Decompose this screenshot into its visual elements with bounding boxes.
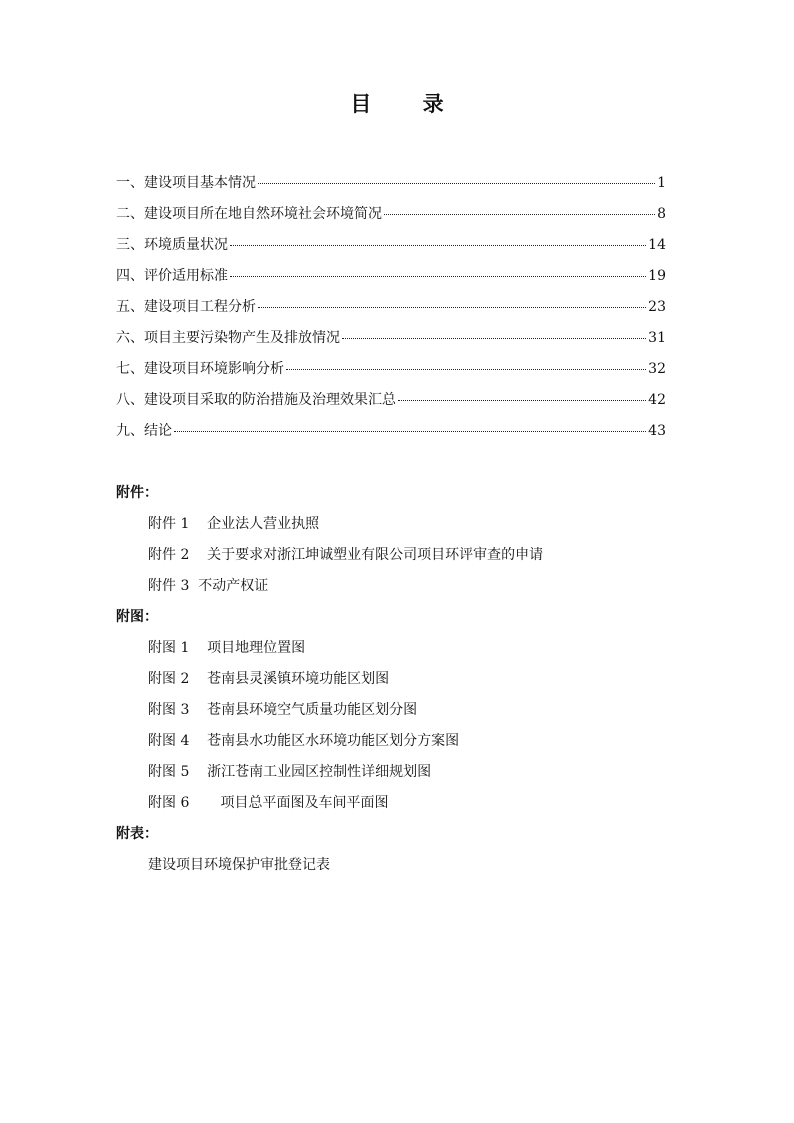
- toc-entry-label: 七、建设项目环境影响分析: [116, 361, 284, 377]
- toc-dot-leader: [230, 276, 646, 277]
- toc-entry-label: 一、建设项目基本情况: [116, 175, 256, 191]
- toc-entry-page: 1: [657, 175, 666, 191]
- toc-entry[interactable]: [116, 327, 666, 358]
- toc-dot-leader: [174, 431, 646, 432]
- toc-entry-page: 43: [648, 423, 666, 439]
- figure-item: 附图 5 浙江苍南工业园区控制性详细规划图: [148, 764, 432, 780]
- toc-entry-label: 九、结论: [116, 423, 172, 439]
- toc-entry[interactable]: [116, 203, 666, 234]
- toc-entry[interactable]: [116, 358, 666, 389]
- toc-dot-leader: [286, 369, 646, 370]
- attachment-item: 附件 1 企业法人营业执照: [148, 516, 320, 532]
- toc-entry-label: 五、建设项目工程分析: [116, 299, 256, 315]
- figures-heading: 附图：: [116, 609, 158, 625]
- toc-entry-page: 8: [657, 206, 666, 222]
- table-item: 建设项目环境保护审批登记表: [148, 857, 330, 873]
- toc-entry-page: 32: [648, 361, 666, 377]
- page-title: 目 录: [350, 92, 466, 116]
- toc-entry-page: 42: [648, 392, 666, 408]
- toc-dot-leader: [258, 307, 646, 308]
- figure-item: 附图 1 项目地理位置图: [148, 640, 306, 656]
- tables-heading: 附表：: [116, 826, 158, 842]
- toc-dot-leader: [384, 214, 655, 215]
- toc-entry-label: 四、评价适用标准: [116, 268, 228, 284]
- toc-entry-label: 二、建设项目所在地自然环境社会环境简况: [116, 206, 382, 222]
- figure-item: 附图 6 项目总平面图及车间平面图: [148, 795, 389, 811]
- toc-entry-page: 23: [648, 299, 666, 315]
- toc-dot-leader: [230, 245, 646, 246]
- toc-entry[interactable]: [116, 389, 666, 420]
- toc-entry-page: 14: [648, 237, 666, 253]
- figure-item: 附图 3 苍南县环境空气质量功能区划分图: [148, 702, 418, 718]
- toc-dot-leader: [342, 338, 646, 339]
- toc-entry[interactable]: [116, 234, 666, 265]
- toc-entry[interactable]: [116, 296, 666, 327]
- tables-section: [116, 819, 330, 881]
- figures-section: [116, 602, 459, 819]
- toc-entry-label: 八、建设项目采取的防治措施及治理效果汇总: [116, 392, 396, 408]
- toc-entry-label: 三、环境质量状况: [116, 237, 228, 253]
- toc-entry-page: 31: [648, 330, 666, 346]
- toc-entry[interactable]: [116, 172, 666, 203]
- toc-entry[interactable]: [116, 265, 666, 296]
- toc-dot-leader: [398, 400, 646, 401]
- toc-entry[interactable]: [116, 420, 666, 451]
- toc-entry-page: 19: [648, 268, 666, 284]
- figure-item: 附图 4 苍南县水功能区水环境功能区划分方案图: [148, 733, 460, 749]
- figure-item: 附图 2 苍南县灵溪镇环境功能区划图: [148, 671, 390, 687]
- toc-entry-label: 六、项目主要污染物产生及排放情况: [116, 330, 340, 346]
- toc-dot-leader: [258, 183, 655, 184]
- attachment-item: 附件 2 关于要求对浙江坤诚塑业有限公司项目环评审查的申请: [148, 547, 544, 563]
- attachment-item: 附件 3 不动产权证: [148, 578, 269, 594]
- table-of-contents: [116, 172, 666, 451]
- attachments-heading: 附件：: [116, 485, 158, 501]
- attachments-section: [116, 478, 543, 602]
